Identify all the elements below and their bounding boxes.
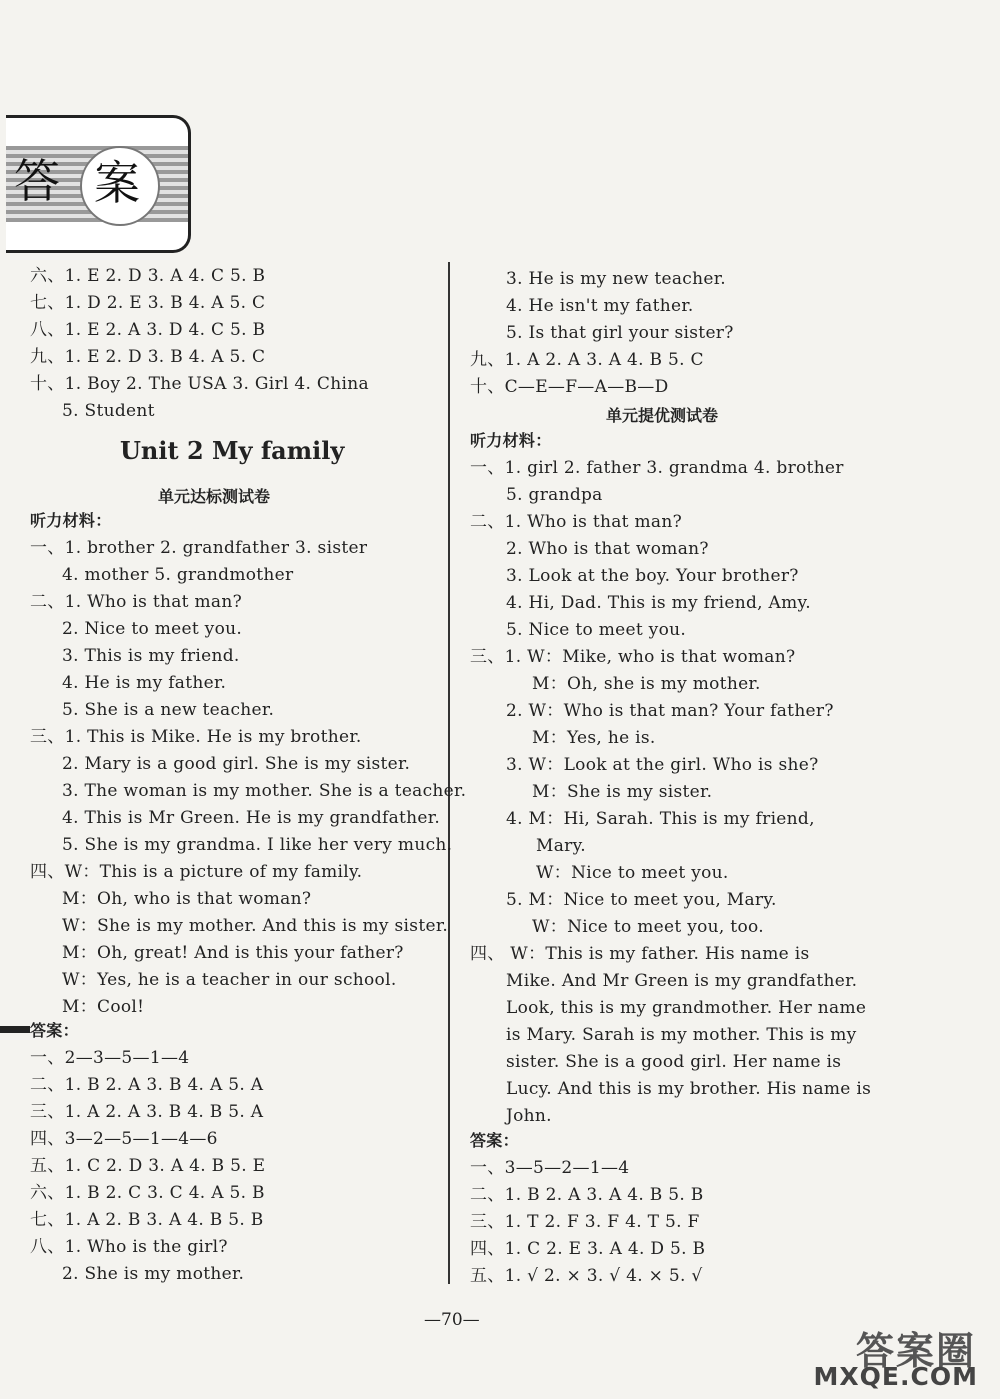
text-line: 5. grandpa bbox=[506, 485, 603, 505]
text-line: 十、1. Boy 2. The USA 3. Girl 4. China bbox=[30, 374, 369, 394]
text-line: is Mary. Sarah is my mother. This is my bbox=[506, 1025, 857, 1045]
text-line: Mike. And Mr Green is my grandfather. bbox=[506, 971, 858, 991]
watermark-bottom: MXQE.COM bbox=[813, 1362, 978, 1391]
text-line: 2. Mary is a good girl. She is my sister. bbox=[62, 754, 411, 774]
text-line: 4. He isn't my father. bbox=[506, 296, 694, 316]
text-line: M：She is my sister. bbox=[532, 782, 713, 802]
text-line: 4. M：Hi, Sarah. This is my friend, bbox=[506, 809, 815, 829]
text-line: Mary. bbox=[536, 836, 586, 856]
unit-title: Unit 2 My family bbox=[120, 436, 345, 465]
text-line: 三、1. A 2. A 3. B 4. B 5. A bbox=[30, 1102, 264, 1122]
text-line: 答案： bbox=[470, 1131, 519, 1150]
text-line: 5. Is that girl your sister? bbox=[506, 323, 734, 343]
text-line: 四、1. C 2. E 3. A 4. D 5. B bbox=[470, 1239, 706, 1259]
text-line: 九、1. E 2. D 3. B 4. A 5. C bbox=[30, 347, 266, 367]
text-line: 2. Who is that woman? bbox=[506, 539, 709, 559]
text-line: 3. The woman is my mother. She is a teacher. bbox=[62, 781, 467, 801]
text-line: 3. Look at the boy. Your brother? bbox=[506, 566, 799, 586]
text-line: John. bbox=[506, 1106, 552, 1126]
text-line: W：She is my mother. And this is my sister. bbox=[62, 916, 449, 936]
text-line: 听力材料： bbox=[470, 431, 552, 450]
header-char-1: 答 bbox=[14, 154, 60, 208]
text-line: 5. Nice to meet you. bbox=[506, 620, 687, 640]
text-line: sister. She is a good girl. Her name is bbox=[506, 1052, 842, 1072]
answer-tag-bar bbox=[0, 1026, 30, 1033]
text-line: 五、1. √ 2. × 3. √ 4. × 5. √ bbox=[470, 1266, 703, 1286]
right-subtitle: 单元提优测试卷 bbox=[606, 406, 719, 425]
watermark-top: 答案圈 bbox=[855, 1329, 976, 1373]
text-line: W：Nice to meet you. bbox=[536, 863, 729, 883]
text-line: 三、1. W：Mike, who is that woman? bbox=[470, 647, 796, 667]
watermark-logo bbox=[756, 1320, 986, 1394]
text-line: 2. W：Who is that man? Your father? bbox=[506, 701, 834, 721]
text-line: M：Yes, he is. bbox=[532, 728, 656, 748]
column-divider bbox=[448, 262, 450, 1284]
text-line: 四、 W：This is my father. His name is bbox=[470, 944, 810, 964]
text-line: 八、1. E 2. A 3. D 4. C 5. B bbox=[30, 320, 266, 340]
text-line: 3. This is my friend. bbox=[62, 646, 240, 666]
text-line: M：Oh, who is that woman? bbox=[62, 889, 312, 909]
text-line: 4. He is my father. bbox=[62, 673, 227, 693]
text-line: 答案： bbox=[30, 1021, 79, 1040]
text-line: W：Yes, he is a teacher in our school. bbox=[62, 970, 397, 990]
text-line: 2. Nice to meet you. bbox=[62, 619, 243, 639]
text-line: 4. This is Mr Green. He is my grandfather. bbox=[62, 808, 441, 828]
answer-header-badge bbox=[6, 115, 191, 253]
text-line: 5. Student bbox=[62, 401, 155, 421]
text-line: 五、1. C 2. D 3. A 4. B 5. E bbox=[30, 1156, 266, 1176]
text-line: M：Oh, she is my mother. bbox=[532, 674, 761, 694]
text-line: 4. mother 5. grandmother bbox=[62, 565, 294, 585]
text-line: 三、1. T 2. F 3. F 4. T 5. F bbox=[470, 1212, 700, 1232]
page-number: —70— bbox=[424, 1310, 480, 1330]
text-line: 七、1. D 2. E 3. B 4. A 5. C bbox=[30, 293, 266, 313]
text-line: 二、1. Who is that man? bbox=[470, 512, 683, 532]
text-line: W：Nice to meet you, too. bbox=[532, 917, 764, 937]
text-line: 十、C—E—F—A—B—D bbox=[470, 377, 669, 397]
text-line: 5. She is my grandma. I like her very much. bbox=[62, 835, 453, 855]
text-line: M：Oh, great! And is this your father? bbox=[62, 943, 404, 963]
text-line: 一、2—3—5—1—4 bbox=[30, 1048, 190, 1068]
text-line: 二、1. B 2. A 3. B 4. A 5. A bbox=[30, 1075, 264, 1095]
text-line: 一、1. girl 2. father 3. grandma 4. brother bbox=[470, 458, 844, 478]
left-subtitle: 单元达标测试卷 bbox=[158, 487, 271, 506]
text-line: 三、1. This is Mike. He is my brother. bbox=[30, 727, 362, 747]
text-line: 八、1. Who is the girl? bbox=[30, 1237, 228, 1257]
text-line: 5. M：Nice to meet you, Mary. bbox=[506, 890, 777, 910]
text-line: 一、1. brother 2. grandfather 3. sister bbox=[30, 538, 368, 558]
text-line: Lucy. And this is my brother. His name is bbox=[506, 1079, 872, 1099]
text-line: 4. Hi, Dad. This is my friend, Amy. bbox=[506, 593, 811, 613]
text-line: 2. She is my mother. bbox=[62, 1264, 245, 1284]
text-line: 六、1. E 2. D 3. A 4. C 5. B bbox=[30, 266, 266, 286]
text-line: M：Cool! bbox=[62, 997, 145, 1017]
text-line: 二、1. Who is that man? bbox=[30, 592, 243, 612]
text-line: 四、W：This is a picture of my family. bbox=[30, 862, 363, 882]
text-line: 九、1. A 2. A 3. A 4. B 5. C bbox=[470, 350, 704, 370]
text-line: 听力材料： bbox=[30, 511, 112, 530]
text-line: 二、1. B 2. A 3. A 4. B 5. B bbox=[470, 1185, 704, 1205]
text-line: 六、1. B 2. C 3. C 4. A 5. B bbox=[30, 1183, 265, 1203]
text-line: 四、3—2—5—1—4—6 bbox=[30, 1129, 218, 1149]
text-line: 5. She is a new teacher. bbox=[62, 700, 275, 720]
text-line: 3. W：Look at the girl. Who is she? bbox=[506, 755, 819, 775]
text-line: 七、1. A 2. B 3. A 4. B 5. B bbox=[30, 1210, 264, 1230]
text-line: Look, this is my grandmother. Her name bbox=[506, 998, 867, 1018]
text-line: 3. He is my new teacher. bbox=[506, 269, 726, 289]
text-line: 一、3—5—2—1—4 bbox=[470, 1158, 630, 1178]
header-char-2: 案 bbox=[94, 156, 140, 210]
